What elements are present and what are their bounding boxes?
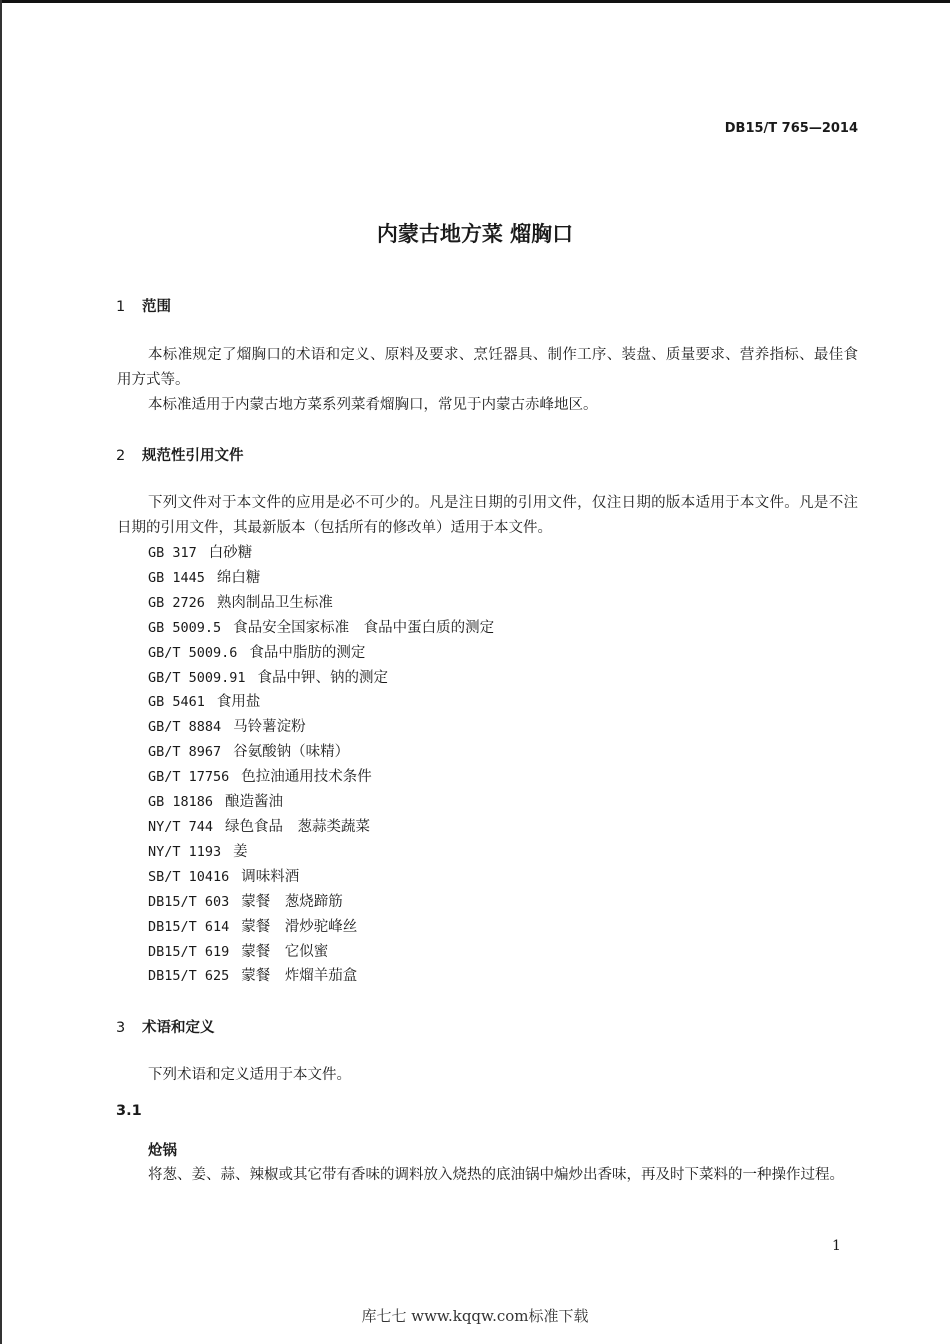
paragraph: 本标准适用于内蒙古地方菜系列菜肴熘胸口，常见于内蒙古赤峰地区。 bbox=[148, 397, 598, 413]
reference-code: DB15/T 603 bbox=[148, 893, 230, 910]
reference-title: 食品安全国家标准 食品中蛋白质的测定 bbox=[233, 619, 495, 636]
reference-code: GB/T 5009.6 bbox=[148, 644, 238, 661]
term-number bbox=[116, 1103, 142, 1119]
document-title: 内蒙古地方菜 熘胸口 bbox=[376, 222, 574, 246]
paragraph: 将葱、姜、蒜、辣椒或其它带有香味的调料放入烧热的底油锅中煸炒出香味，再及时下菜料的一种操作过程。 bbox=[148, 1167, 844, 1183]
reference-code: GB 5009.5 bbox=[148, 619, 222, 636]
section-number: 1 bbox=[116, 299, 126, 315]
section-3-body bbox=[117, 1063, 858, 1088]
reference-code: GB/T 5009.91 bbox=[148, 669, 246, 686]
section-number: 2 bbox=[116, 448, 126, 464]
reference-code: SB/T 10416 bbox=[148, 868, 230, 885]
reference-title: 马铃薯淀粉 bbox=[233, 719, 306, 736]
section-title: 范围 bbox=[142, 299, 171, 315]
reference-code: GB/T 17756 bbox=[148, 769, 230, 786]
reference-item bbox=[148, 641, 494, 666]
reference-item bbox=[148, 964, 494, 989]
reference-code: DB15/T 625 bbox=[148, 968, 230, 985]
reference-title: 姜 bbox=[233, 843, 248, 860]
reference-item bbox=[148, 840, 494, 865]
term-number-text: 3.1 bbox=[116, 1103, 142, 1119]
reference-title: 蒙餐 葱烧蹄筋 bbox=[241, 893, 343, 910]
reference-code: NY/T 744 bbox=[148, 818, 214, 835]
reference-title: 色拉油通用技术条件 bbox=[241, 769, 372, 786]
reference-title: 蒙餐 它似蜜 bbox=[241, 943, 329, 960]
paragraph: 本标准规定了熘胸口的术语和定义、原料及要求、烹饪器具、制作工序、装盘、质量要求、营养指标、最佳食用方式等。 bbox=[117, 347, 858, 388]
reference-item bbox=[148, 616, 494, 641]
reference-item bbox=[148, 666, 494, 691]
reference-code: DB15/T 619 bbox=[148, 943, 230, 960]
reference-list bbox=[148, 541, 494, 989]
section-1-heading bbox=[116, 295, 171, 316]
reference-item bbox=[148, 765, 494, 790]
standard-code: DB15/T 765—2014 bbox=[724, 121, 858, 136]
reference-title: 食用盐 bbox=[216, 694, 261, 711]
reference-item bbox=[148, 690, 494, 715]
term-definition bbox=[117, 1163, 858, 1188]
page-border-top bbox=[0, 0, 950, 3]
reference-title: 谷氨酸钠（味精） bbox=[233, 744, 350, 761]
reference-code: GB 18186 bbox=[148, 794, 214, 811]
paragraph: 下列文件对于本文件的应用是必不可少的。凡是注日期的引用文件，仅注日期的版本适用于本文件。凡是不注日期的引用文件，其最新版本（包括所有的修改单）适用于本文件。 bbox=[117, 495, 858, 536]
reference-title: 熟肉制品卫生标准 bbox=[216, 594, 333, 611]
reference-item bbox=[148, 865, 494, 890]
reference-code: GB/T 8967 bbox=[148, 744, 222, 761]
reference-item bbox=[148, 566, 494, 591]
section-title: 术语和定义 bbox=[142, 1020, 215, 1036]
reference-code: GB 5461 bbox=[148, 694, 205, 711]
reference-title: 蒙餐 滑炒驼峰丝 bbox=[241, 918, 358, 935]
reference-item bbox=[148, 591, 494, 616]
footer-watermark[interactable]: 库七七 www.kqqw.com标准下载 bbox=[361, 1307, 589, 1325]
reference-title: 食品中钾、钠的测定 bbox=[257, 669, 389, 686]
reference-code: GB/T 8884 bbox=[148, 719, 222, 736]
reference-title: 食品中脂肪的测定 bbox=[249, 644, 366, 661]
reference-code: GB 317 bbox=[148, 545, 197, 561]
section-1-body bbox=[117, 343, 858, 418]
reference-title: 酿造酱油 bbox=[225, 794, 284, 811]
reference-code: NY/T 1193 bbox=[148, 843, 222, 860]
section-title: 规范性引用文件 bbox=[142, 448, 244, 464]
section-3-heading bbox=[116, 1016, 215, 1037]
reference-title: 调味料酒 bbox=[241, 868, 300, 885]
reference-item bbox=[148, 715, 494, 740]
reference-item bbox=[148, 915, 494, 940]
section-number: 3 bbox=[116, 1020, 126, 1036]
reference-item bbox=[148, 890, 494, 915]
reference-item bbox=[148, 541, 494, 566]
reference-item bbox=[148, 790, 494, 815]
reference-title: 绿色食品 葱蒜类蔬菜 bbox=[225, 818, 371, 835]
reference-title: 绵白糖 bbox=[216, 569, 261, 586]
reference-item bbox=[148, 940, 494, 965]
reference-code: GB 2726 bbox=[148, 594, 205, 611]
reference-item bbox=[148, 740, 494, 765]
reference-item bbox=[148, 815, 494, 840]
page-number: 1 bbox=[832, 1238, 841, 1254]
reference-title: 蒙餐 炸熘羊茄盒 bbox=[241, 968, 358, 985]
term-name: 炝锅 bbox=[148, 1143, 177, 1159]
paragraph: 下列术语和定义适用于本文件。 bbox=[148, 1067, 351, 1083]
section-2-heading bbox=[116, 444, 244, 465]
reference-code: GB 1445 bbox=[148, 569, 205, 586]
page-border-left bbox=[0, 0, 2, 1344]
section-2-body bbox=[117, 491, 858, 541]
reference-code: DB15/T 614 bbox=[148, 918, 230, 935]
reference-title: 白砂糖 bbox=[208, 545, 253, 561]
